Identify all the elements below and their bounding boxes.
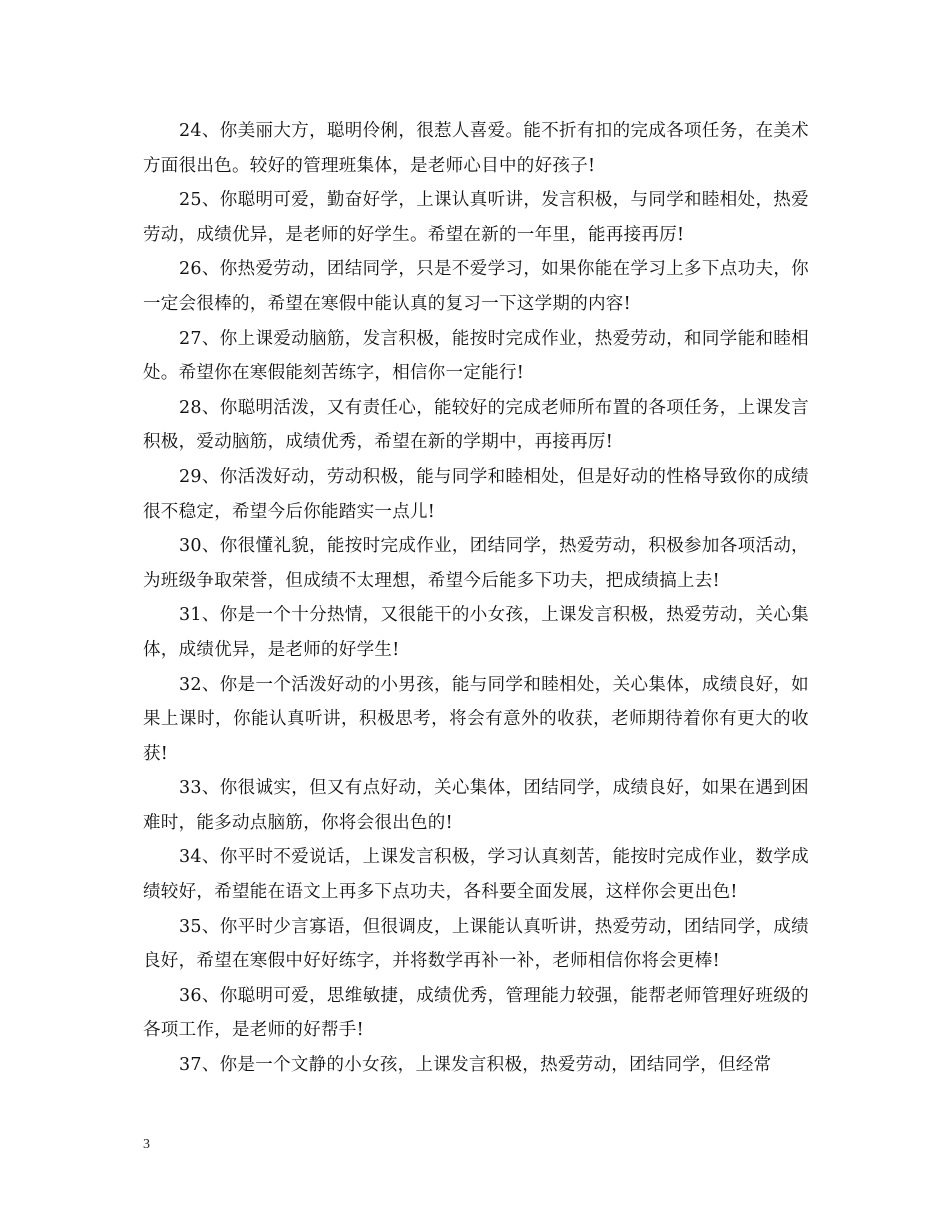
paragraph-28: 28、你聪明活泼，又有责任心，能较好的完成老师所布置的各项任务，上课发言积极，爱动脑筋，成绩优秀，希望在新的学期中，再接再厉!: [143, 397, 809, 453]
paragraph-37: 37、你是一个文静的小女孩，上课发言积极，热爱劳动，团结同学，但经常: [179, 1055, 772, 1076]
paragraph-30: 30、你很懂礼貌，能按时完成作业，团结同学，热爱劳动，积极参加各项活动，为班级争取荣誉，但成绩不太理想，希望今后能多下功夫，把成绩搞上去!: [143, 536, 809, 591]
paragraph-26: 26、你热爱劳动，团结同学，只是不爱学习，如果你能在学习上多下点功夫，你一定会很棒的，希望在寒假中能认真的复习一下这学期的内容!: [143, 259, 809, 314]
page-number: 3: [143, 1137, 150, 1152]
paragraph-31: 31、你是一个十分热情，又很能干的小女孩，上课发言积极，热爱劳动，关心集体，成绩优异，是老师的好学生!: [143, 605, 809, 660]
paragraph-29: 29、你活泼好动，劳动积极，能与同学和睦相处，但是好动的性格导致你的成绩很不稳定，希望今后你能踏实一点儿!: [143, 466, 809, 522]
paragraph-36: 36、你聪明可爱，思维敏捷，成绩优秀，管理能力较强，能帮老师管理好班级的各项工作，是老师的好帮手!: [143, 985, 809, 1041]
paragraph-32: 32、你是一个活泼好动的小男孩，能与同学和睦相处，关心集体，成绩良好，如果上课时，你能认真听讲，积极思考，将会有意外的收获，老师期待着你有更大的收获!: [143, 674, 809, 764]
document-body: [143, 114, 809, 1083]
paragraph-33: 33、你很诚实，但又有点好动，关心集体，团结同学，成绩良好，如果在遇到困难时，能多动点脑筋，你将会很出色的!: [143, 778, 809, 833]
paragraph-24: 24、你美丽大方，聪明伶俐，很惹人喜爱。能不折有扣的完成各项任务，在美术方面很出色。较好的管理班集体，是老师心目中的好孩子!: [143, 121, 809, 176]
paragraph-35: 35、你平时少言寡语，但很调皮，上课能认真听讲，热爱劳动，团结同学，成绩良好，希望在寒假中好好练字，并将数学再补一补，老师相信你将会更棒!: [143, 916, 809, 972]
paragraph-34: 34、你平时不爱说话，上课发言积极，学习认真刻苦，能按时完成作业，数学成绩较好，希望能在语文上再多下点功夫，各科要全面发展，这样你会更出色!: [143, 847, 809, 903]
paragraph-25: 25、你聪明可爱，勤奋好学，上课认真听讲，发言积极，与同学和睦相处，热爱劳动，成绩优异，是老师的好学生。希望在新的一年里，能再接再厉!: [143, 190, 809, 245]
paragraph-27: 27、你上课爱动脑筋，发言积极，能按时完成作业，热爱劳动，和同学能和睦相处。希望你在寒假能刻苦练字，相信你一定能行!: [143, 328, 809, 384]
